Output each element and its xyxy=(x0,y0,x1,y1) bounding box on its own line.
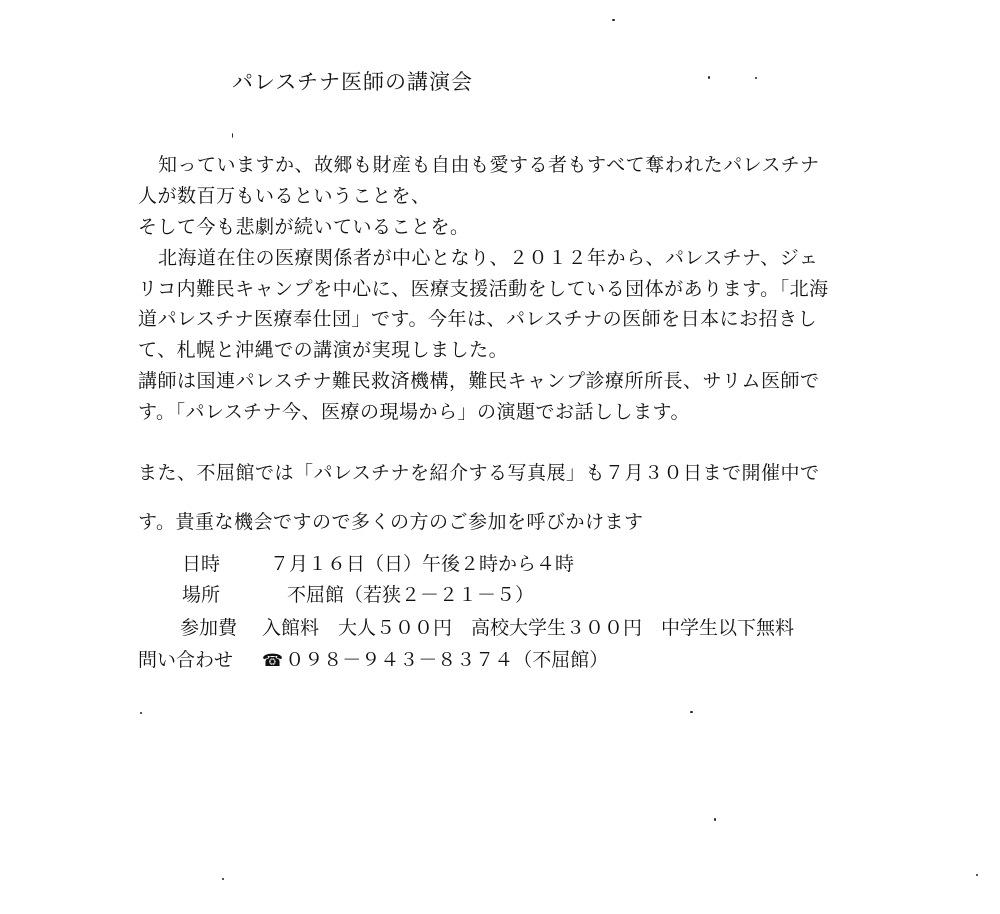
fee-label: 参加費 xyxy=(180,617,238,639)
scan-speck xyxy=(755,77,757,79)
paragraph-line: 人が数百万もいるということを、 xyxy=(138,185,431,207)
scan-speck xyxy=(232,133,233,138)
place-value: 不屈館（若狭２－２１－５） xyxy=(287,584,535,606)
paragraph-line: て、札幌と沖縄での講演が実現しました。 xyxy=(138,339,509,361)
telephone-icon: ☎ xyxy=(262,651,284,671)
paragraph-line: 道パレスチナ医療奉仕団」です。今年は、パレスチナの医師を日本にお招きし xyxy=(138,308,818,330)
paragraph-line: 講師は国連パレスチナ難民救済機構，難民キャンプ診療所所長、サリム医師で xyxy=(138,370,820,392)
scan-speck xyxy=(976,874,978,876)
scan-speck xyxy=(714,818,716,821)
scan-speck xyxy=(708,76,710,79)
paragraph-line: そして今も悲劇が続いていることを。 xyxy=(138,216,470,238)
date-label: 日時 xyxy=(182,553,221,575)
contact-value-line xyxy=(262,645,608,672)
paragraph-line: 知っていますか、故郷も財産も自由も愛する者もすべて奪われたパレスチナ xyxy=(158,154,820,176)
scan-speck xyxy=(222,878,224,880)
scan-speck xyxy=(140,712,142,714)
paragraph-line: また、不屈館では「パレスチナを紹介する写真展」も７月３０日まで開催中で xyxy=(138,462,820,484)
fee-value: 入館料 大人５００円 高校大学生３００円 中学生以下無料 xyxy=(262,617,795,639)
contact-label: 問い合わせ xyxy=(138,649,234,671)
paragraph-line: リコ内難民キャンプを中心に、医療支援活動をしている団体があります。「北海 xyxy=(138,278,829,300)
scan-speck xyxy=(690,711,693,713)
place-label: 場所 xyxy=(182,584,221,606)
scan-speck xyxy=(612,19,615,21)
page-title: パレスチナ医師の講演会 xyxy=(232,70,473,94)
paragraph-line: す。貴重な機会ですので多くの方のご参加を呼びかけます xyxy=(138,511,644,533)
paragraph-line: 北海道在住の医療関係者が中心となり、２０１２年から、パレスチナ、ジェ xyxy=(158,247,819,269)
date-value: ７月１６日（日）午後２時から４時 xyxy=(270,553,575,575)
contact-value: ０９８－９４３－８３７４（不屈館） xyxy=(285,649,609,671)
paragraph-line: す。「パレスチナ今、医療の現場から」の演題でお話しします。 xyxy=(138,401,691,423)
